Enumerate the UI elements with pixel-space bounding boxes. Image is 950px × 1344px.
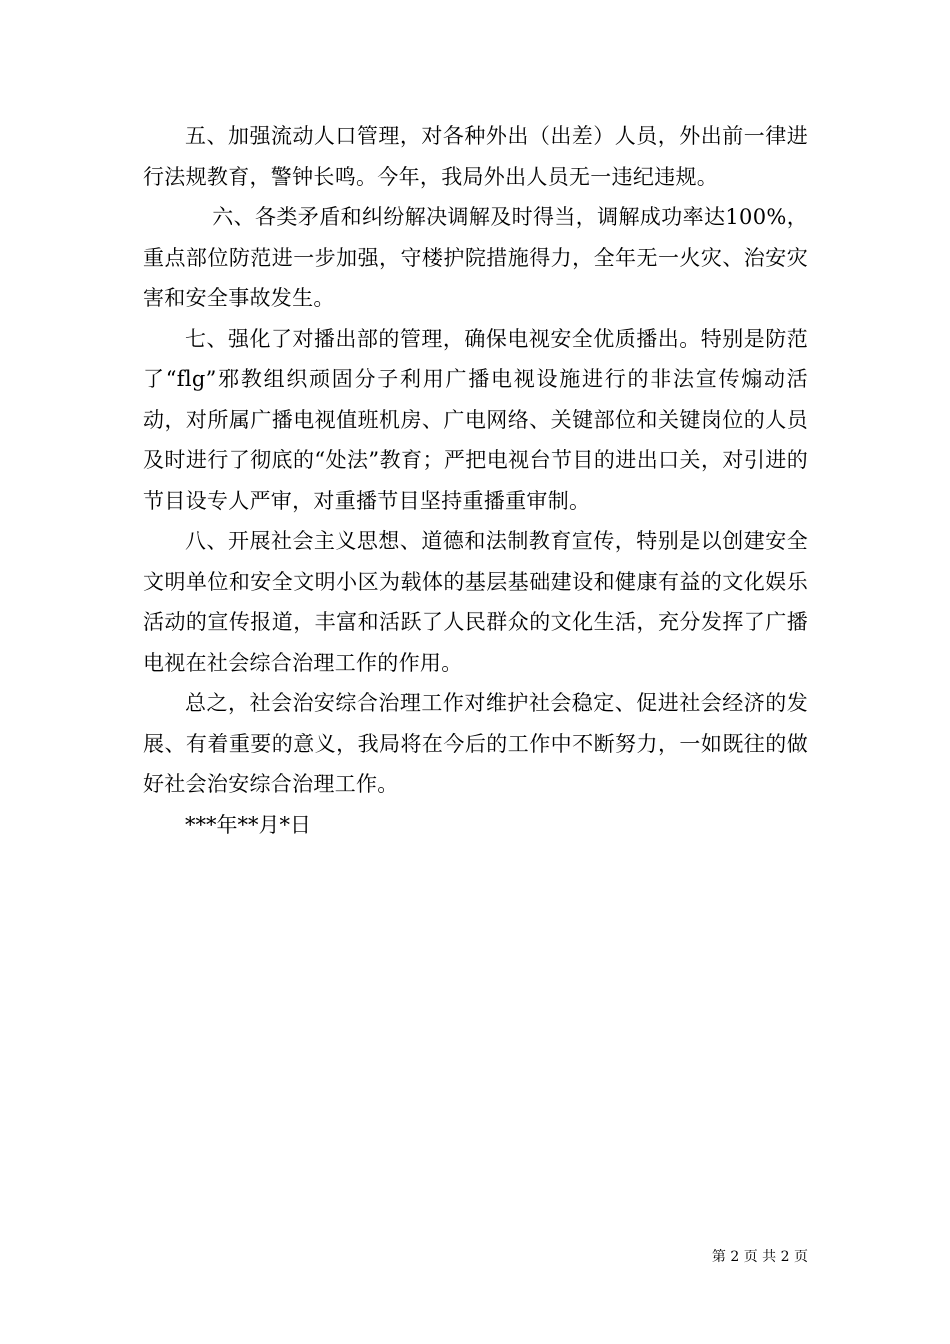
paragraph-8: 八、开展社会主义思想、道德和法制教育宣传，特别是以创建安全文明单位和安全文明小区为载体的基层基础建设和健康有益的文化娱乐活动的宣传报道，丰富和活跃了人民群众的文化生活，充分发挥了广播电视在社会综合治理工作的作用。 [143, 529, 808, 675]
document-body [143, 116, 808, 845]
paragraph-7: 七、强化了对播出部的管理，确保电视安全优质播出。特别是防范了“flg”邪教组织顽固分子利用广播电视设施进行的非法宣传煽动活动，对所属广播电视值班机房、广电网络、关键部位和关键岗位的人员及时进行了彻底的“处法”教育；严把电视台节目的进出口关，对引进的节目设专人严审，对重播节目坚持重播重审制。 [143, 326, 808, 513]
page-number: 第 2 页 共 2 页 [711, 1249, 808, 1265]
document-date: ***年**月*日 [185, 812, 311, 837]
paragraph-6: 六、各类矛盾和纠纷解决调解及时得当，调解成功率达100%，重点部位防范进一步加强，守楼护院措施得力，全年无一火灾、治安灾害和安全事故发生。 [143, 205, 808, 310]
paragraph-conclusion: 总之，社会治安综合治理工作对维护社会稳定、促进社会经济的发展、有着重要的意义，我局将在今后的工作中不断努力，一如既往的做好社会治安综合治理工作。 [143, 691, 808, 796]
paragraph-5: 五、加强流动人口管理，对各种外出（出差）人员，外出前一律进行法规教育，警钟长鸣。今年，我局外出人员无一违纪违规。 [143, 124, 808, 189]
